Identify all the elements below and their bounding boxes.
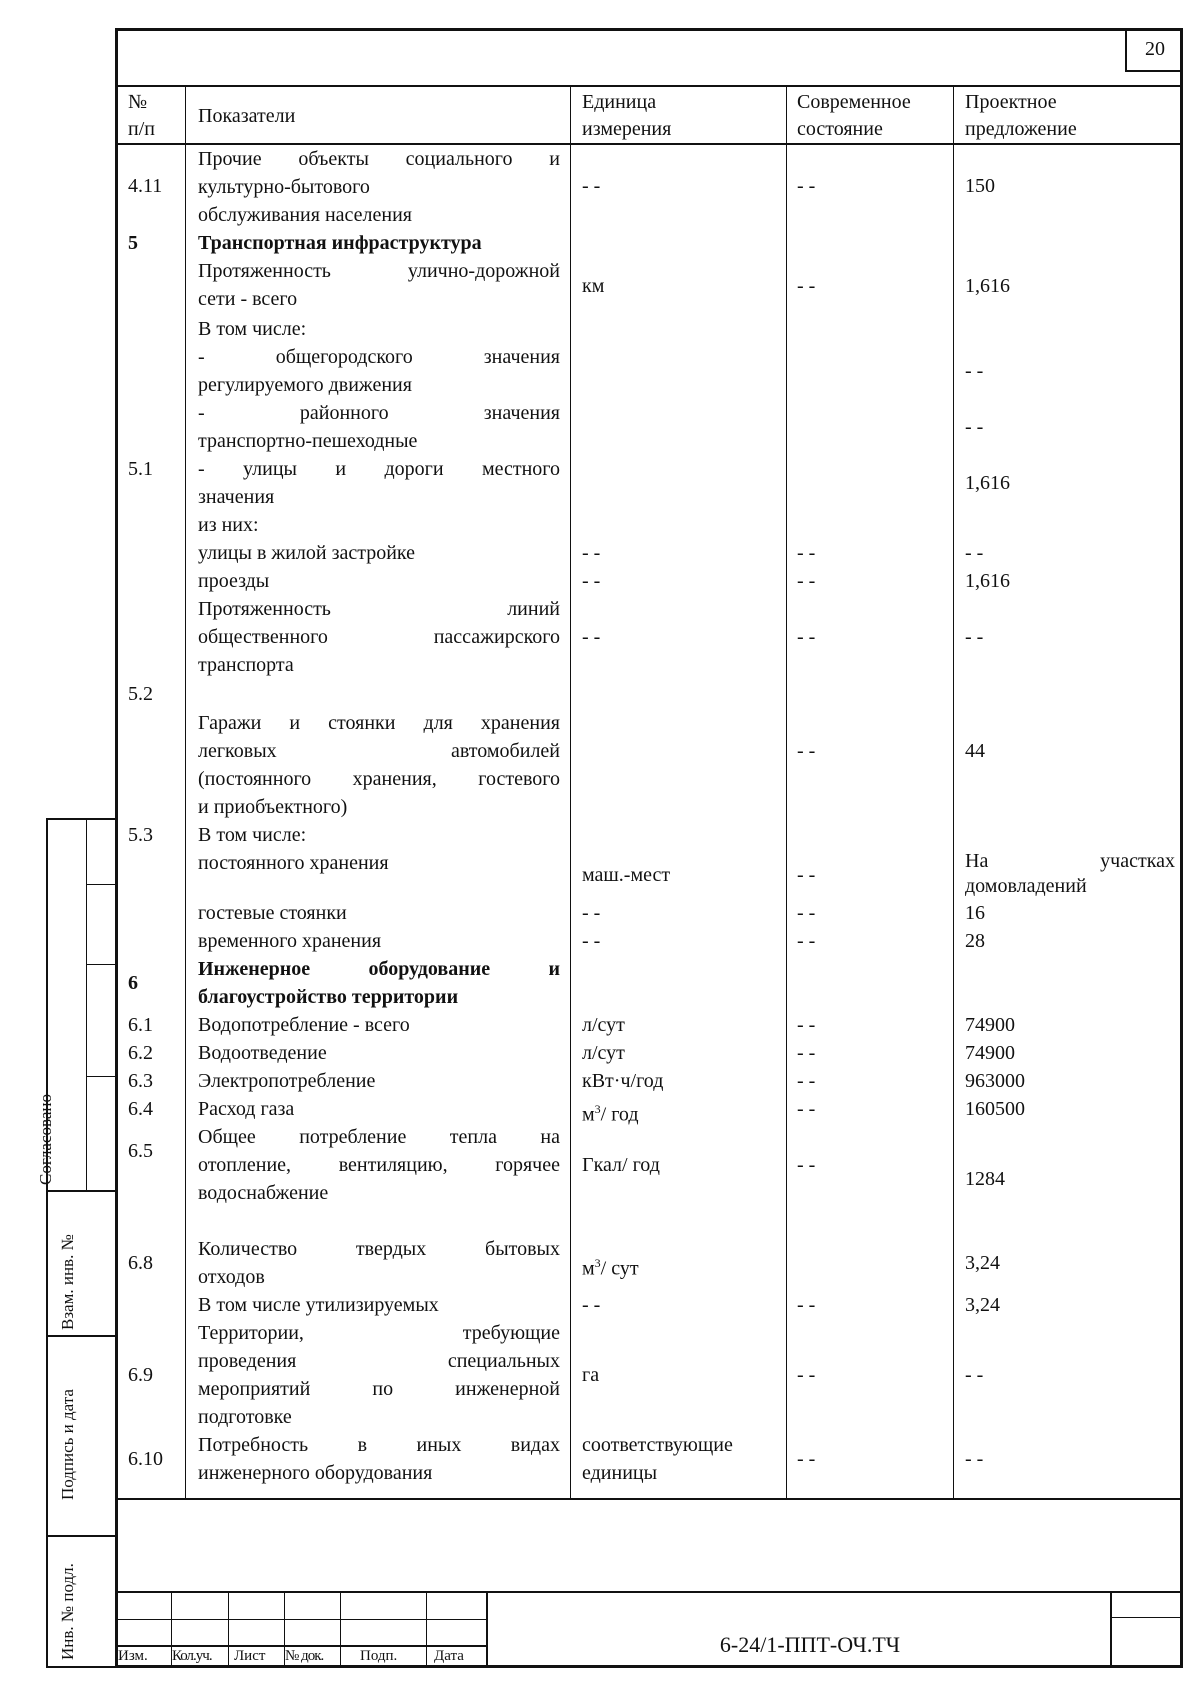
row-proposed: 963000 <box>965 1070 1025 1092</box>
row-proposed: 1,616 <box>965 275 1010 297</box>
row-current: - - <box>797 175 816 197</box>
title-block-top <box>115 1591 1183 1593</box>
side-replaced-inv: Взам. инв. № <box>58 1234 77 1330</box>
title-block-line <box>228 1591 229 1668</box>
sub-value: 1,616 <box>965 472 1010 494</box>
sub-item: В том числе утилизируемых <box>198 1294 439 1316</box>
sub-item: улицы в жилой застройке <box>198 542 416 564</box>
title-block-line <box>486 1591 488 1668</box>
row-indicator: Потребность в иных видах инженерного оборудования <box>198 1434 560 1484</box>
section-num: 5 <box>128 232 138 254</box>
col-line-2 <box>570 85 571 1499</box>
row-indicator: Водоотведение <box>198 1042 327 1064</box>
row-num: 6.9 <box>128 1364 153 1386</box>
side-stamp-line <box>86 1076 115 1077</box>
row-num: 6.2 <box>128 1042 153 1064</box>
row-proposed: 150 <box>965 175 995 197</box>
side-agreed: Согласовано <box>36 1094 55 1185</box>
sub-item: временного хранения <box>198 930 382 952</box>
row-num: 6.5 <box>128 1140 153 1162</box>
row-num: 6.4 <box>128 1098 153 1120</box>
section-title: Транспортная инфраструктура <box>198 232 482 254</box>
row-proposed: На участках домовладений <box>965 850 1175 897</box>
row-proposed: - - <box>965 542 984 564</box>
document-code: 6-24/1-ППТ-ОЧ.ТЧ <box>719 1632 901 1657</box>
page-number: 20 <box>1125 28 1183 72</box>
table-bottom-line <box>115 1498 1183 1500</box>
title-block-line <box>340 1591 341 1668</box>
row-proposed: 3,24 <box>965 1252 1000 1274</box>
side-stamp-line <box>46 1535 115 1537</box>
side-stamp-line <box>46 1666 115 1668</box>
row-current: - - <box>797 740 816 762</box>
row-proposed: 1,616 <box>965 570 1010 592</box>
row-unit: - - <box>582 930 601 952</box>
row-indicator: Протяженность линий общественного пассажирского транспорта <box>198 598 560 676</box>
row-current: - - <box>797 1294 816 1316</box>
row-unit: $м^3/$ сут <box>582 1256 639 1280</box>
sub-item: проезды <box>198 570 270 592</box>
title-col-sheet: Лист <box>234 1648 266 1664</box>
sub-label: В том числе: <box>198 824 307 846</box>
row-current: - - <box>797 275 816 297</box>
row-unit: - - <box>582 1294 601 1316</box>
row-indicator: Территории, требующие проведения специальных мероприятий по инженерной подготовке <box>198 1322 560 1428</box>
header-unit: Единица измерения <box>582 91 672 140</box>
row-num: 6.3 <box>128 1070 153 1092</box>
row-current: - - <box>797 864 816 886</box>
row-unit: $м^3/$ год <box>582 1102 639 1126</box>
row-proposed: 44 <box>965 740 985 762</box>
row-current: - - <box>797 1014 816 1036</box>
row-current: - - <box>797 1042 816 1064</box>
title-col-date: Дата <box>434 1648 464 1664</box>
row-indicator: Электропотребление <box>198 1070 376 1092</box>
header-current: Современное состояние <box>797 91 911 140</box>
row-current: - - <box>797 1154 816 1176</box>
row-num: 5.1 <box>128 458 153 480</box>
row-indicator: Гаражи и стоянки для хранения легковых автомобилей (постоянного хранения, гостевого и приобъектного) <box>198 712 560 818</box>
sub-value: - - <box>965 360 984 382</box>
side-stamp-line <box>86 818 87 1190</box>
row-proposed: 16 <box>965 902 985 924</box>
sub-item: - улицы и дороги местного значения <box>198 458 560 508</box>
row-unit: кВт·ч/год <box>582 1070 664 1092</box>
col-line-3 <box>786 85 787 1499</box>
section-num: 6 <box>128 972 138 994</box>
row-current: - - <box>797 902 816 924</box>
row-proposed: - - <box>965 1448 984 1470</box>
row-current: - - <box>797 1364 816 1386</box>
row-proposed: 74900 <box>965 1042 1015 1064</box>
row-unit: - - <box>582 542 601 564</box>
side-stamp-line <box>46 1335 115 1337</box>
section-title: Инженерное оборудование и благоустройство территории <box>198 958 560 1008</box>
row-proposed: - - <box>965 1364 984 1386</box>
row-current: - - <box>797 570 816 592</box>
row-current: - - <box>797 1070 816 1092</box>
row-indicator: Количество твердых бытовых отходов <box>198 1238 560 1288</box>
row-num: 6.1 <box>128 1014 153 1036</box>
row-indicator: Водопотребление - всего <box>198 1014 410 1036</box>
side-stamp-line <box>86 884 115 885</box>
row-current: - - <box>797 626 816 648</box>
side-signature-date: Подпись и дата <box>58 1389 77 1500</box>
side-stamp-line <box>46 818 115 820</box>
row-num: 5.2 <box>128 683 153 705</box>
title-block-line <box>1110 1617 1183 1618</box>
row-proposed: - - <box>965 626 984 648</box>
sub-value: - - <box>965 416 984 438</box>
title-col-count: Кол.уч. <box>172 1648 212 1664</box>
row-unit: - - <box>582 902 601 924</box>
row-proposed: 1284 <box>965 1168 1005 1190</box>
side-inv-original: Инв. № подл. <box>58 1563 77 1660</box>
side-stamp-line <box>86 964 115 965</box>
col-line-1 <box>185 85 186 1499</box>
row-unit: соответствующие единицы <box>582 1434 733 1484</box>
side-stamp-line <box>46 818 48 1668</box>
row-num: 5.3 <box>128 824 153 846</box>
row-proposed: 28 <box>965 930 985 952</box>
row-proposed: 160500 <box>965 1098 1025 1120</box>
row-indicator: Протяженность улично-дорожной сети - всего <box>198 260 560 310</box>
row-num: 6.10 <box>128 1448 163 1470</box>
sub-item: - общегородского значения регулируемого движения <box>198 346 560 396</box>
title-col-doc: № док. <box>285 1648 324 1664</box>
row-unit: га <box>582 1364 600 1386</box>
row-num: 6.8 <box>128 1252 153 1274</box>
row-num: 4.11 <box>128 175 163 197</box>
row-current: - - <box>797 1448 816 1470</box>
sub-label: В том числе: <box>198 318 307 340</box>
row-proposed: 3,24 <box>965 1294 1000 1316</box>
header-num: № п/п <box>128 91 155 140</box>
row-unit: - - <box>582 570 601 592</box>
row-unit: - - <box>582 626 601 648</box>
sub-item: постоянного хранения <box>198 852 389 874</box>
row-indicator: Прочие объекты социального и культурно-бытового обслуживания населения <box>198 148 560 226</box>
row-indicator: Расход газа <box>198 1098 295 1120</box>
title-col-sign: Подп. <box>360 1648 398 1664</box>
row-current: - - <box>797 1098 816 1120</box>
row-unit: л/сут <box>582 1014 625 1036</box>
sub-item: гостевые стоянки <box>198 902 347 924</box>
side-stamp-line <box>46 1190 115 1192</box>
row-unit: маш.-мест <box>582 864 671 886</box>
header-proposed: Проектное предложение <box>965 91 1077 140</box>
row-proposed: 74900 <box>965 1014 1015 1036</box>
of-them-label: из них: <box>198 514 259 536</box>
title-col-change: Изм. <box>118 1648 148 1664</box>
sub-item: - районного значения транспортно-пешеходные <box>198 402 560 452</box>
row-unit: - - <box>582 175 601 197</box>
header-indicator: Показатели <box>198 105 296 127</box>
row-indicator: Общее потребление тепла на отопление, вентиляцию, горячее водоснабжение <box>198 1126 560 1204</box>
row-current: - - <box>797 930 816 952</box>
row-current: - - <box>797 542 816 564</box>
col-line-4 <box>953 85 954 1499</box>
row-unit: км <box>582 275 605 297</box>
table-top-line <box>115 85 1183 87</box>
row-unit: л/сут <box>582 1042 625 1064</box>
title-block-line <box>426 1591 427 1668</box>
row-unit: Гкал/ год <box>582 1154 660 1176</box>
